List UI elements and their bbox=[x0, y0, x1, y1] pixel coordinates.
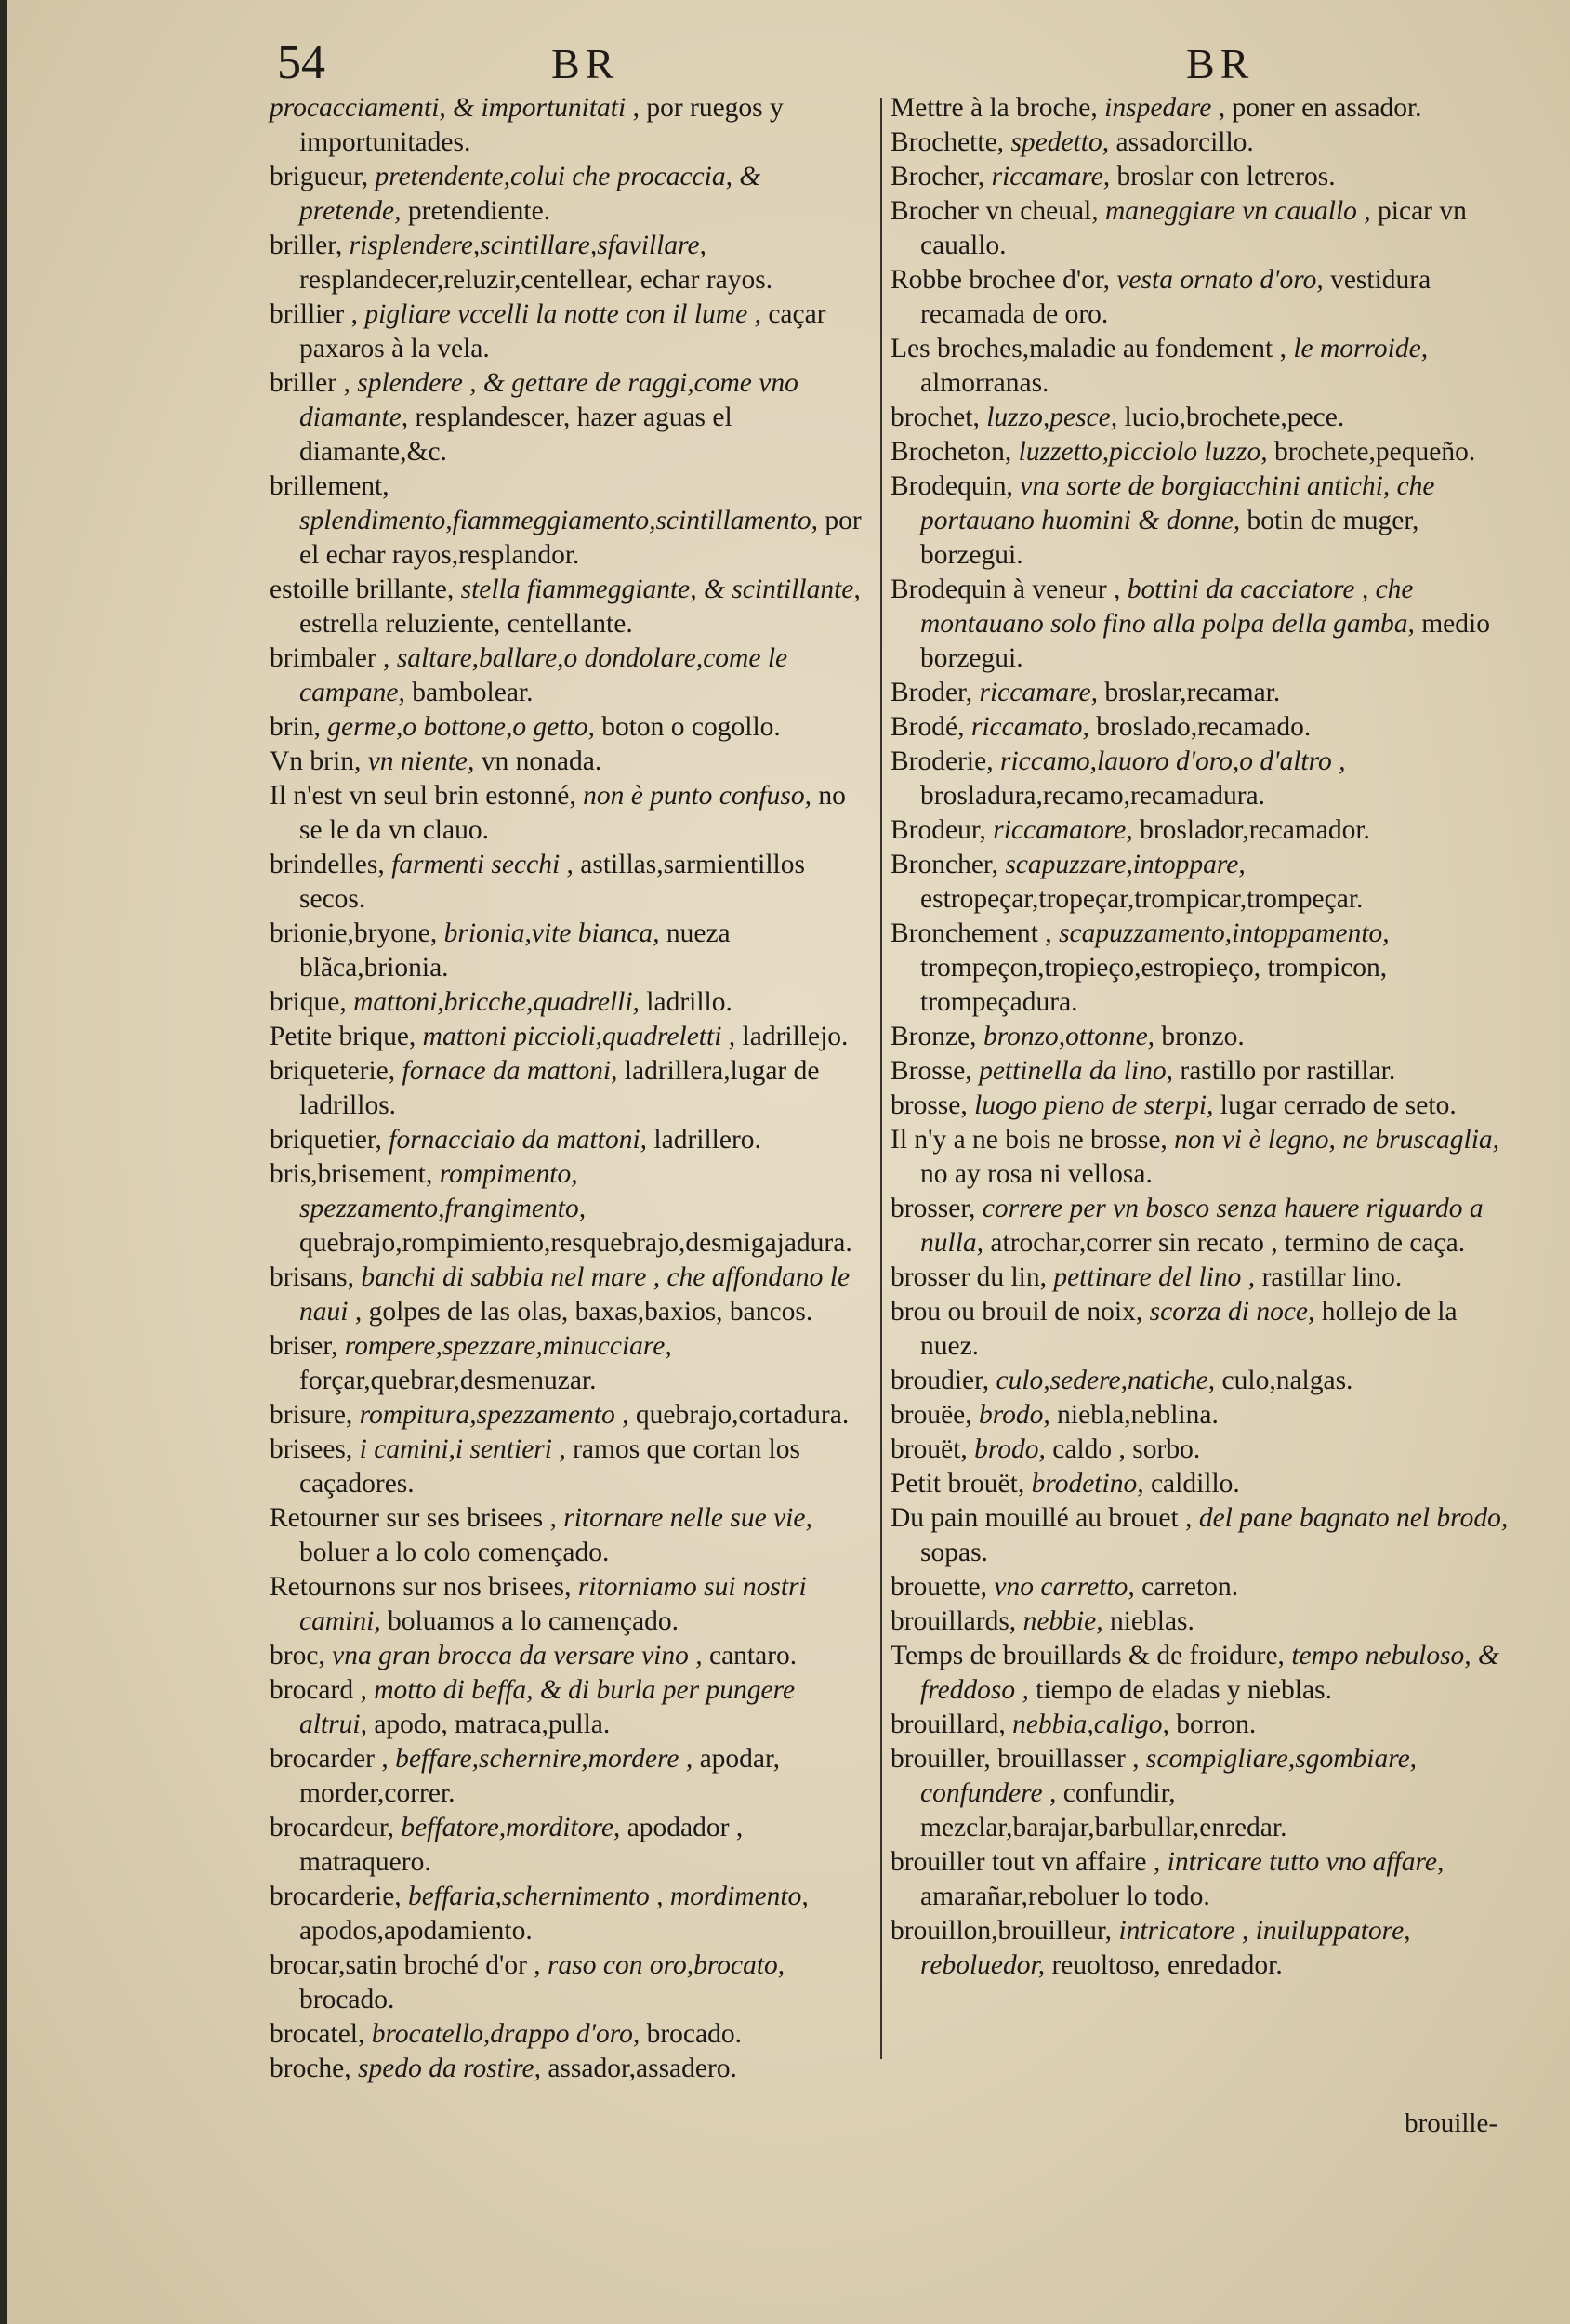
italian-gloss: intricare tutto vno affare, bbox=[1167, 1847, 1445, 1877]
french-headword: Brodeur, bbox=[891, 815, 986, 845]
italian-gloss: scapuzzare,intoppare, bbox=[1005, 850, 1246, 879]
dictionary-entry bbox=[270, 1261, 864, 1329]
french-headword: broc, bbox=[270, 1641, 325, 1670]
italian-gloss: vno carretto, bbox=[994, 1572, 1135, 1602]
french-headword: brosser, bbox=[891, 1194, 976, 1223]
french-headword: Petit brouët, bbox=[891, 1469, 1025, 1499]
french-headword: brillier , bbox=[270, 299, 359, 329]
french-headword: brouillon,brouilleur, bbox=[891, 1916, 1113, 1946]
french-headword: brocarder , bbox=[270, 1744, 389, 1774]
italian-gloss: brionia,vite bianca, bbox=[443, 918, 660, 948]
dictionary-entry bbox=[270, 779, 864, 848]
spanish-gloss: broslar,recamar. bbox=[1104, 678, 1281, 707]
italian-gloss: vesta ornato d'oro, bbox=[1116, 265, 1324, 295]
italian-gloss: pettinare del lino , bbox=[1053, 1262, 1256, 1292]
italian-gloss: bronzo,ottonne, bbox=[983, 1022, 1155, 1051]
spanish-gloss: golpes de las olas, baxas,baxios, bancos. bbox=[368, 1297, 813, 1327]
spanish-gloss: boluer a lo colo començado. bbox=[299, 1538, 610, 1567]
italian-gloss: riccamare, bbox=[991, 162, 1111, 191]
dictionary-entry bbox=[891, 1295, 1510, 1364]
spanish-gloss: cantaro. bbox=[708, 1641, 798, 1670]
dictionary-entry bbox=[891, 194, 1510, 263]
dictionary-entry bbox=[891, 160, 1510, 194]
french-headword: brouiller, brouillasser , bbox=[891, 1744, 1140, 1774]
spanish-gloss: resplandecer,reluzir,centellear, echar rayos. bbox=[299, 265, 773, 295]
french-headword: Retournons sur nos brisees, bbox=[270, 1572, 572, 1602]
italian-gloss: fornace da mattoni, bbox=[402, 1056, 618, 1086]
spanish-gloss: estropeçar,tropeçar,trompicar,trompeçar. bbox=[920, 884, 1364, 914]
spanish-gloss: pretendiente. bbox=[407, 196, 551, 226]
dictionary-entry bbox=[270, 1673, 864, 1742]
italian-gloss: non è punto confuso, bbox=[583, 781, 811, 811]
spanish-gloss: quebrajo,rompimiento,resquebrajo,desmigajadura. bbox=[299, 1228, 852, 1258]
dictionary-entry bbox=[891, 1501, 1510, 1570]
dictionary-entry bbox=[891, 435, 1510, 469]
italian-gloss: inspedare , bbox=[1104, 93, 1226, 123]
italian-gloss: brodo, bbox=[979, 1400, 1050, 1430]
spanish-gloss: broslado,recamado. bbox=[1096, 712, 1312, 742]
spanish-gloss: broslador,recamador. bbox=[1140, 815, 1370, 845]
french-headword: bris,brisement, bbox=[270, 1159, 433, 1189]
french-headword: Temps de brouillards & de froidure, bbox=[891, 1641, 1285, 1670]
french-headword: brochet, bbox=[891, 403, 980, 432]
italian-gloss: pretendente,colui che procaccia, & pretende, bbox=[299, 162, 761, 226]
dictionary-entry bbox=[270, 1157, 864, 1261]
dictionary-entry bbox=[891, 710, 1510, 745]
french-headword: brisees, bbox=[270, 1434, 353, 1464]
italian-gloss: ritornare nelle sue vie, bbox=[563, 1503, 812, 1533]
french-headword: Broder, bbox=[891, 678, 973, 707]
french-headword: brouillards, bbox=[891, 1606, 1017, 1636]
dictionary-entry bbox=[270, 366, 864, 469]
spanish-gloss: bronzo. bbox=[1161, 1022, 1245, 1051]
french-headword: Broderie, bbox=[891, 746, 994, 776]
right-column bbox=[891, 91, 1510, 1983]
spanish-gloss: hollejo de la nuez. bbox=[920, 1297, 1458, 1361]
italian-gloss: i camini,i sentieri , bbox=[359, 1434, 566, 1464]
italian-gloss: spedetto, bbox=[1010, 127, 1110, 157]
italian-gloss: procacciamenti, & importunitati bbox=[270, 93, 627, 123]
french-headword: Retourner sur ses brisees , bbox=[270, 1503, 557, 1533]
french-headword: brigueur, bbox=[270, 162, 369, 191]
italian-gloss: vna gran brocca da versare vino , bbox=[332, 1641, 703, 1670]
italian-gloss: vna sorte de borgiacchini antichi, che portauano huomini & donne, bbox=[920, 471, 1435, 535]
italian-gloss: luzzo,pesce, bbox=[986, 403, 1118, 432]
dictionary-entry bbox=[891, 1089, 1510, 1123]
dictionary-entry bbox=[270, 2017, 864, 2052]
spanish-gloss: vn nonada. bbox=[481, 746, 602, 776]
dictionary-entry bbox=[891, 1570, 1510, 1604]
spanish-gloss: reuoltoso, enredador. bbox=[1051, 1950, 1283, 1980]
dictionary-entry bbox=[270, 1811, 864, 1880]
spanish-gloss: nueza blãca,brionia. bbox=[299, 918, 731, 983]
italian-gloss: beffaria,schernimento , mordimento, bbox=[408, 1882, 809, 1911]
spanish-gloss: botin de muger, borzegui. bbox=[920, 506, 1419, 570]
italian-gloss: fornacciaio da mattoni, bbox=[389, 1125, 648, 1155]
spanish-gloss: nieblas. bbox=[1109, 1606, 1194, 1636]
french-headword: estoille brillante, bbox=[270, 574, 455, 604]
spanish-gloss: lucio,brochete,pece. bbox=[1124, 403, 1345, 432]
french-headword: briquetier, bbox=[270, 1125, 382, 1155]
dictionary-entry bbox=[270, 917, 864, 985]
italian-gloss: beffatore,morditore, bbox=[401, 1813, 621, 1842]
spanish-gloss: brosladura,recamo,recamadura. bbox=[920, 781, 1265, 811]
dictionary-entry bbox=[891, 917, 1510, 1020]
french-headword: brouillard, bbox=[891, 1710, 1006, 1739]
spanish-gloss: caldo , sorbo. bbox=[1052, 1434, 1201, 1464]
dictionary-entry bbox=[891, 263, 1510, 332]
dictionary-entry bbox=[891, 745, 1510, 813]
french-headword: brocardeur, bbox=[270, 1813, 394, 1842]
french-headword: Brodé, bbox=[891, 712, 965, 742]
dictionary-entry bbox=[270, 1639, 864, 1673]
spanish-gloss: brocado. bbox=[646, 2019, 742, 2049]
french-headword: Bronchement , bbox=[891, 918, 1052, 948]
italian-gloss: rompimento, spezzamento,frangimento, bbox=[299, 1159, 587, 1223]
spanish-gloss: picar vn cauallo. bbox=[920, 196, 1467, 260]
italian-gloss: mattoni piccioli,quadreletti , bbox=[422, 1022, 736, 1051]
italian-gloss: le morroide, bbox=[1293, 334, 1429, 363]
spanish-gloss: ladrillejo. bbox=[742, 1022, 849, 1051]
catchword: brouille- bbox=[1405, 2108, 1497, 2138]
italian-gloss: correre per vn bosco senza hauere riguardo a nulla, bbox=[920, 1194, 1484, 1258]
italian-gloss: risplendere,scintillare,sfavillare, bbox=[349, 231, 706, 260]
french-headword: broche, bbox=[270, 2053, 351, 2083]
dictionary-entry bbox=[270, 1054, 864, 1123]
spanish-gloss: bambolear. bbox=[412, 678, 534, 707]
spanish-gloss: sopas. bbox=[920, 1538, 988, 1567]
french-headword: Brodequin à veneur , bbox=[891, 574, 1121, 604]
dictionary-entry bbox=[891, 91, 1510, 125]
spanish-gloss: lugar cerrado de seto. bbox=[1220, 1090, 1457, 1120]
french-headword: brou ou brouil de noix, bbox=[891, 1297, 1143, 1327]
italian-gloss: rompere,spezzare,minucciare, bbox=[344, 1331, 672, 1361]
dictionary-entry bbox=[891, 813, 1510, 848]
dictionary-entry bbox=[891, 1639, 1510, 1708]
column-divider bbox=[880, 98, 882, 2059]
spanish-gloss: astillas,sarmientillos secos. bbox=[299, 850, 805, 914]
spanish-gloss: vestidura recamada de oro. bbox=[920, 265, 1431, 329]
italian-gloss: rompitura,spezzamento , bbox=[359, 1400, 629, 1430]
spanish-gloss: assador,assadero. bbox=[548, 2053, 737, 2083]
spanish-gloss: boton o cogollo. bbox=[601, 712, 781, 742]
dictionary-entry bbox=[270, 229, 864, 297]
italian-gloss: riccamato, bbox=[970, 712, 1089, 742]
dictionary-entry bbox=[891, 1364, 1510, 1398]
italian-gloss: riccamatore, bbox=[993, 815, 1133, 845]
spanish-gloss: medio borzegui. bbox=[920, 609, 1490, 673]
dictionary-entry bbox=[891, 1261, 1510, 1295]
dictionary-entry bbox=[270, 1123, 864, 1157]
dictionary-entry bbox=[270, 1742, 864, 1811]
french-headword: Il n'est vn seul brin estonné, bbox=[270, 781, 576, 811]
dictionary-entry bbox=[270, 469, 864, 573]
italian-gloss: nebbia,caligo, bbox=[1012, 1710, 1169, 1739]
dictionary-entry bbox=[270, 2052, 864, 2086]
dictionary-entry bbox=[891, 848, 1510, 917]
italian-gloss: banchi di sabbia nel mare , che affondano le naui , bbox=[299, 1262, 851, 1327]
italian-gloss: germe,o bottone,o getto, bbox=[327, 712, 595, 742]
french-headword: brique, bbox=[270, 987, 347, 1017]
spanish-gloss: apodo, matraca,pulla. bbox=[374, 1710, 611, 1739]
spanish-gloss: por el echar rayos,resplandor. bbox=[299, 506, 862, 570]
left-column bbox=[270, 91, 864, 2086]
italian-gloss: ritorniamo sui nostri camini, bbox=[299, 1572, 807, 1636]
spanish-gloss: borron. bbox=[1176, 1710, 1257, 1739]
spanish-gloss: rastillo por rastillar. bbox=[1180, 1056, 1396, 1086]
dictionary-entry bbox=[891, 469, 1510, 573]
running-head-right: BR bbox=[1186, 40, 1255, 87]
dictionary-entry bbox=[270, 1433, 864, 1501]
spanish-gloss: resplandescer, hazer aguas el diamante,&c. bbox=[299, 403, 732, 467]
french-headword: brin, bbox=[270, 712, 321, 742]
french-headword: brouiller tout vn affaire , bbox=[891, 1847, 1161, 1877]
french-headword: broudier, bbox=[891, 1366, 990, 1395]
spanish-gloss: apodar, morder,correr. bbox=[299, 1744, 781, 1808]
french-headword: briller, bbox=[270, 231, 343, 260]
dictionary-entry bbox=[270, 1880, 864, 1948]
dictionary-entry bbox=[891, 1845, 1510, 1914]
spanish-gloss: boluamos a lo camençado. bbox=[388, 1606, 679, 1636]
french-headword: brionie,bryone, bbox=[270, 918, 438, 948]
italian-gloss: tempo nebuloso, & freddoso , bbox=[920, 1641, 1499, 1705]
spanish-gloss: trompeçon,tropieço,estropieço, trompicon, trompeçadura. bbox=[920, 953, 1388, 1017]
spanish-gloss: niebla,neblina. bbox=[1057, 1400, 1219, 1430]
dictionary-entry bbox=[891, 1123, 1510, 1192]
spanish-gloss: carreton. bbox=[1141, 1572, 1239, 1602]
dictionary-entry bbox=[891, 1433, 1510, 1467]
italian-gloss: mattoni,bricche,quadrelli, bbox=[353, 987, 640, 1017]
dictionary-entry bbox=[270, 1501, 864, 1570]
dictionary-entry bbox=[270, 710, 864, 745]
french-headword: briqueterie, bbox=[270, 1056, 396, 1086]
french-headword: Broncher, bbox=[891, 850, 998, 879]
dictionary-entry bbox=[891, 1192, 1510, 1261]
french-headword: brouëe, bbox=[891, 1400, 972, 1430]
french-headword: Brosse, bbox=[891, 1056, 972, 1086]
french-headword: brouët, bbox=[891, 1434, 968, 1464]
italian-gloss: brodetino, bbox=[1031, 1469, 1144, 1499]
french-headword: briller , bbox=[270, 368, 350, 398]
dictionary-entry bbox=[891, 125, 1510, 160]
italian-gloss: splendimento,fiammeggiamento,scintillamento, bbox=[299, 506, 818, 535]
french-headword: brosse, bbox=[891, 1090, 968, 1120]
italian-gloss: riccamo,lauoro d'oro,o d'altro , bbox=[999, 746, 1346, 776]
italian-gloss: luzzetto,picciolo luzzo, bbox=[1018, 437, 1268, 467]
french-headword: Mettre à la broche, bbox=[891, 93, 1098, 123]
spanish-gloss: no se le da vn clauo. bbox=[299, 781, 846, 845]
dictionary-entry bbox=[270, 91, 864, 160]
italian-gloss: non vi è legno, ne bruscaglia, bbox=[1174, 1125, 1500, 1155]
italian-gloss: intricatore , inuiluppatore, reboluedor, bbox=[920, 1916, 1411, 1980]
dictionary-entry bbox=[270, 641, 864, 710]
spanish-gloss: quebrajo,cortadura. bbox=[635, 1400, 850, 1430]
italian-gloss: culo,sedere,natiche, bbox=[996, 1366, 1216, 1395]
french-headword: brosser du lin, bbox=[891, 1262, 1047, 1292]
italian-gloss: nebbie, bbox=[1022, 1606, 1103, 1636]
french-headword: Il n'y a ne bois ne brosse, bbox=[891, 1125, 1168, 1155]
french-headword: Brocheton, bbox=[891, 437, 1012, 467]
italian-gloss: raso con oro,brocato, bbox=[548, 1950, 785, 1980]
italian-gloss: pigliare vccelli la notte con il lume , bbox=[364, 299, 761, 329]
italian-gloss: vn niente, bbox=[367, 746, 475, 776]
dictionary-entry bbox=[270, 1948, 864, 2017]
dictionary-entry bbox=[270, 573, 864, 641]
french-headword: Petite brique, bbox=[270, 1022, 416, 1051]
spanish-gloss: caçar paxaros à la vela. bbox=[299, 299, 826, 363]
spanish-gloss: ramos que cortan los caçadores. bbox=[299, 1434, 801, 1499]
spanish-gloss: assadorcillo. bbox=[1115, 127, 1254, 157]
french-headword: Vn brin, bbox=[270, 746, 362, 776]
spanish-gloss: broslar con letreros. bbox=[1116, 162, 1336, 191]
italian-gloss: saltare,ballare,o dondolare,come le campane, bbox=[299, 643, 788, 707]
dictionary-entry bbox=[891, 573, 1510, 676]
french-headword: brisure, bbox=[270, 1400, 353, 1430]
spanish-gloss: apodos,apodamiento. bbox=[299, 1916, 533, 1946]
dictionary-entry bbox=[270, 848, 864, 917]
spanish-gloss: ladrillero. bbox=[653, 1125, 761, 1155]
dictionary-entry bbox=[891, 676, 1510, 710]
italian-gloss: motto di beffa, & di burla per pungere altrui, bbox=[299, 1675, 796, 1739]
spanish-gloss: almorranas. bbox=[920, 368, 1049, 398]
spanish-gloss: atrochar,correr sin recato , termino de caça. bbox=[990, 1228, 1466, 1258]
french-headword: Brocher vn cheual, bbox=[891, 196, 1099, 226]
italian-gloss: del pane bagnato nel brodo, bbox=[1198, 1503, 1509, 1533]
italian-gloss: scapuzzamento,intoppamento, bbox=[1059, 918, 1390, 948]
italian-gloss: stella fiammeggiante, & scintillante, bbox=[460, 574, 861, 604]
french-headword: Robbe brochee d'or, bbox=[891, 265, 1110, 295]
spanish-gloss: brochete,pequeño. bbox=[1273, 437, 1476, 467]
french-headword: brimbaler , bbox=[270, 643, 390, 673]
french-headword: brillement, bbox=[270, 471, 389, 501]
spanish-gloss: brocado. bbox=[299, 1985, 395, 2014]
dictionary-entry bbox=[891, 1604, 1510, 1639]
italian-gloss: maneggiare vn cauallo , bbox=[1105, 196, 1371, 226]
italian-gloss: splendere , & gettare de raggi,come vno diamante, bbox=[299, 368, 798, 432]
spanish-gloss: caldillo. bbox=[1150, 1469, 1240, 1499]
dictionary-entry bbox=[270, 297, 864, 366]
spanish-gloss: apodador , matraquero. bbox=[299, 1813, 744, 1877]
dictionary-entry bbox=[891, 1020, 1510, 1054]
french-headword: Brochette, bbox=[891, 127, 1005, 157]
french-headword: brocatel, bbox=[270, 2019, 365, 2049]
dictionary-entry bbox=[891, 1467, 1510, 1501]
dictionary-entry bbox=[891, 332, 1510, 401]
dictionary-entry bbox=[891, 1054, 1510, 1089]
spanish-gloss: forçar,quebrar,desmenuzar. bbox=[299, 1366, 597, 1395]
dictionary-entry bbox=[270, 1398, 864, 1433]
spanish-gloss: poner en assador. bbox=[1232, 93, 1422, 123]
italian-gloss: riccamare, bbox=[979, 678, 1099, 707]
italian-gloss: brocatello,drappo d'oro, bbox=[371, 2019, 640, 2049]
french-headword: brocar,satin broché d'or , bbox=[270, 1950, 541, 1980]
italian-gloss: brodo, bbox=[974, 1434, 1046, 1464]
dictionary-entry bbox=[270, 1570, 864, 1639]
dictionary-entry bbox=[891, 401, 1510, 435]
spanish-gloss: rastillar lino. bbox=[1261, 1262, 1403, 1292]
italian-gloss: bottini da cacciatore , che montauano solo fino alla polpa della gamba, bbox=[920, 574, 1415, 639]
dictionary-entry bbox=[891, 1914, 1510, 1983]
italian-gloss: luogo pieno de sterpi, bbox=[974, 1090, 1214, 1120]
french-headword: brocard , bbox=[270, 1675, 367, 1705]
french-headword: Bronze, bbox=[891, 1022, 977, 1051]
spanish-gloss: estrella reluziente, centellante. bbox=[299, 609, 633, 639]
italian-gloss: spedo da rostire, bbox=[358, 2053, 541, 2083]
french-headword: brocarderie, bbox=[270, 1882, 402, 1911]
spanish-gloss: confundir, mezclar,barajar,barbullar,enredar. bbox=[920, 1778, 1287, 1842]
dictionary-entry bbox=[891, 1398, 1510, 1433]
french-headword: Les broches,maladie au fondement , bbox=[891, 334, 1286, 363]
french-headword: briser, bbox=[270, 1331, 338, 1361]
french-headword: Brocher, bbox=[891, 162, 985, 191]
dictionary-entry bbox=[270, 985, 864, 1020]
french-headword: brouette, bbox=[891, 1572, 988, 1602]
french-headword: brisans, bbox=[270, 1262, 354, 1292]
page-number: 54 bbox=[277, 36, 325, 89]
dictionary-entry bbox=[270, 1020, 864, 1054]
spanish-gloss: ladrillo. bbox=[646, 987, 732, 1017]
spanish-gloss: tiempo de eladas y nieblas. bbox=[1036, 1675, 1332, 1705]
dictionary-entry bbox=[270, 160, 864, 229]
dictionary-entry bbox=[270, 1329, 864, 1398]
italian-gloss: scorza di noce, bbox=[1149, 1297, 1315, 1327]
dictionary-entry bbox=[891, 1742, 1510, 1845]
running-head-left: BR bbox=[551, 40, 620, 87]
italian-gloss: pettinella da lino, bbox=[979, 1056, 1173, 1086]
french-headword: Brodequin, bbox=[891, 471, 1013, 501]
italian-gloss: farmenti secchi , bbox=[391, 850, 574, 879]
spanish-gloss: ladrillera,lugar de ladrillos. bbox=[299, 1056, 820, 1120]
dictionary-entry bbox=[270, 745, 864, 779]
french-headword: brindelles, bbox=[270, 850, 385, 879]
spanish-gloss: no ay rosa ni vellosa. bbox=[920, 1159, 1153, 1189]
spanish-gloss: culo,nalgas. bbox=[1221, 1366, 1353, 1395]
french-headword: Du pain mouillé au brouet , bbox=[891, 1503, 1193, 1533]
dictionary-entry bbox=[891, 1708, 1510, 1742]
spanish-gloss: , por ruegos y importunitades. bbox=[299, 93, 784, 157]
dictionary-page bbox=[7, 0, 1570, 2324]
italian-gloss: scompigliare,sgombiare, confundere , bbox=[920, 1744, 1418, 1808]
spanish-gloss: amarañar,reboluer lo todo. bbox=[920, 1882, 1210, 1911]
italian-gloss: beffare,schernire,mordere , bbox=[395, 1744, 693, 1774]
